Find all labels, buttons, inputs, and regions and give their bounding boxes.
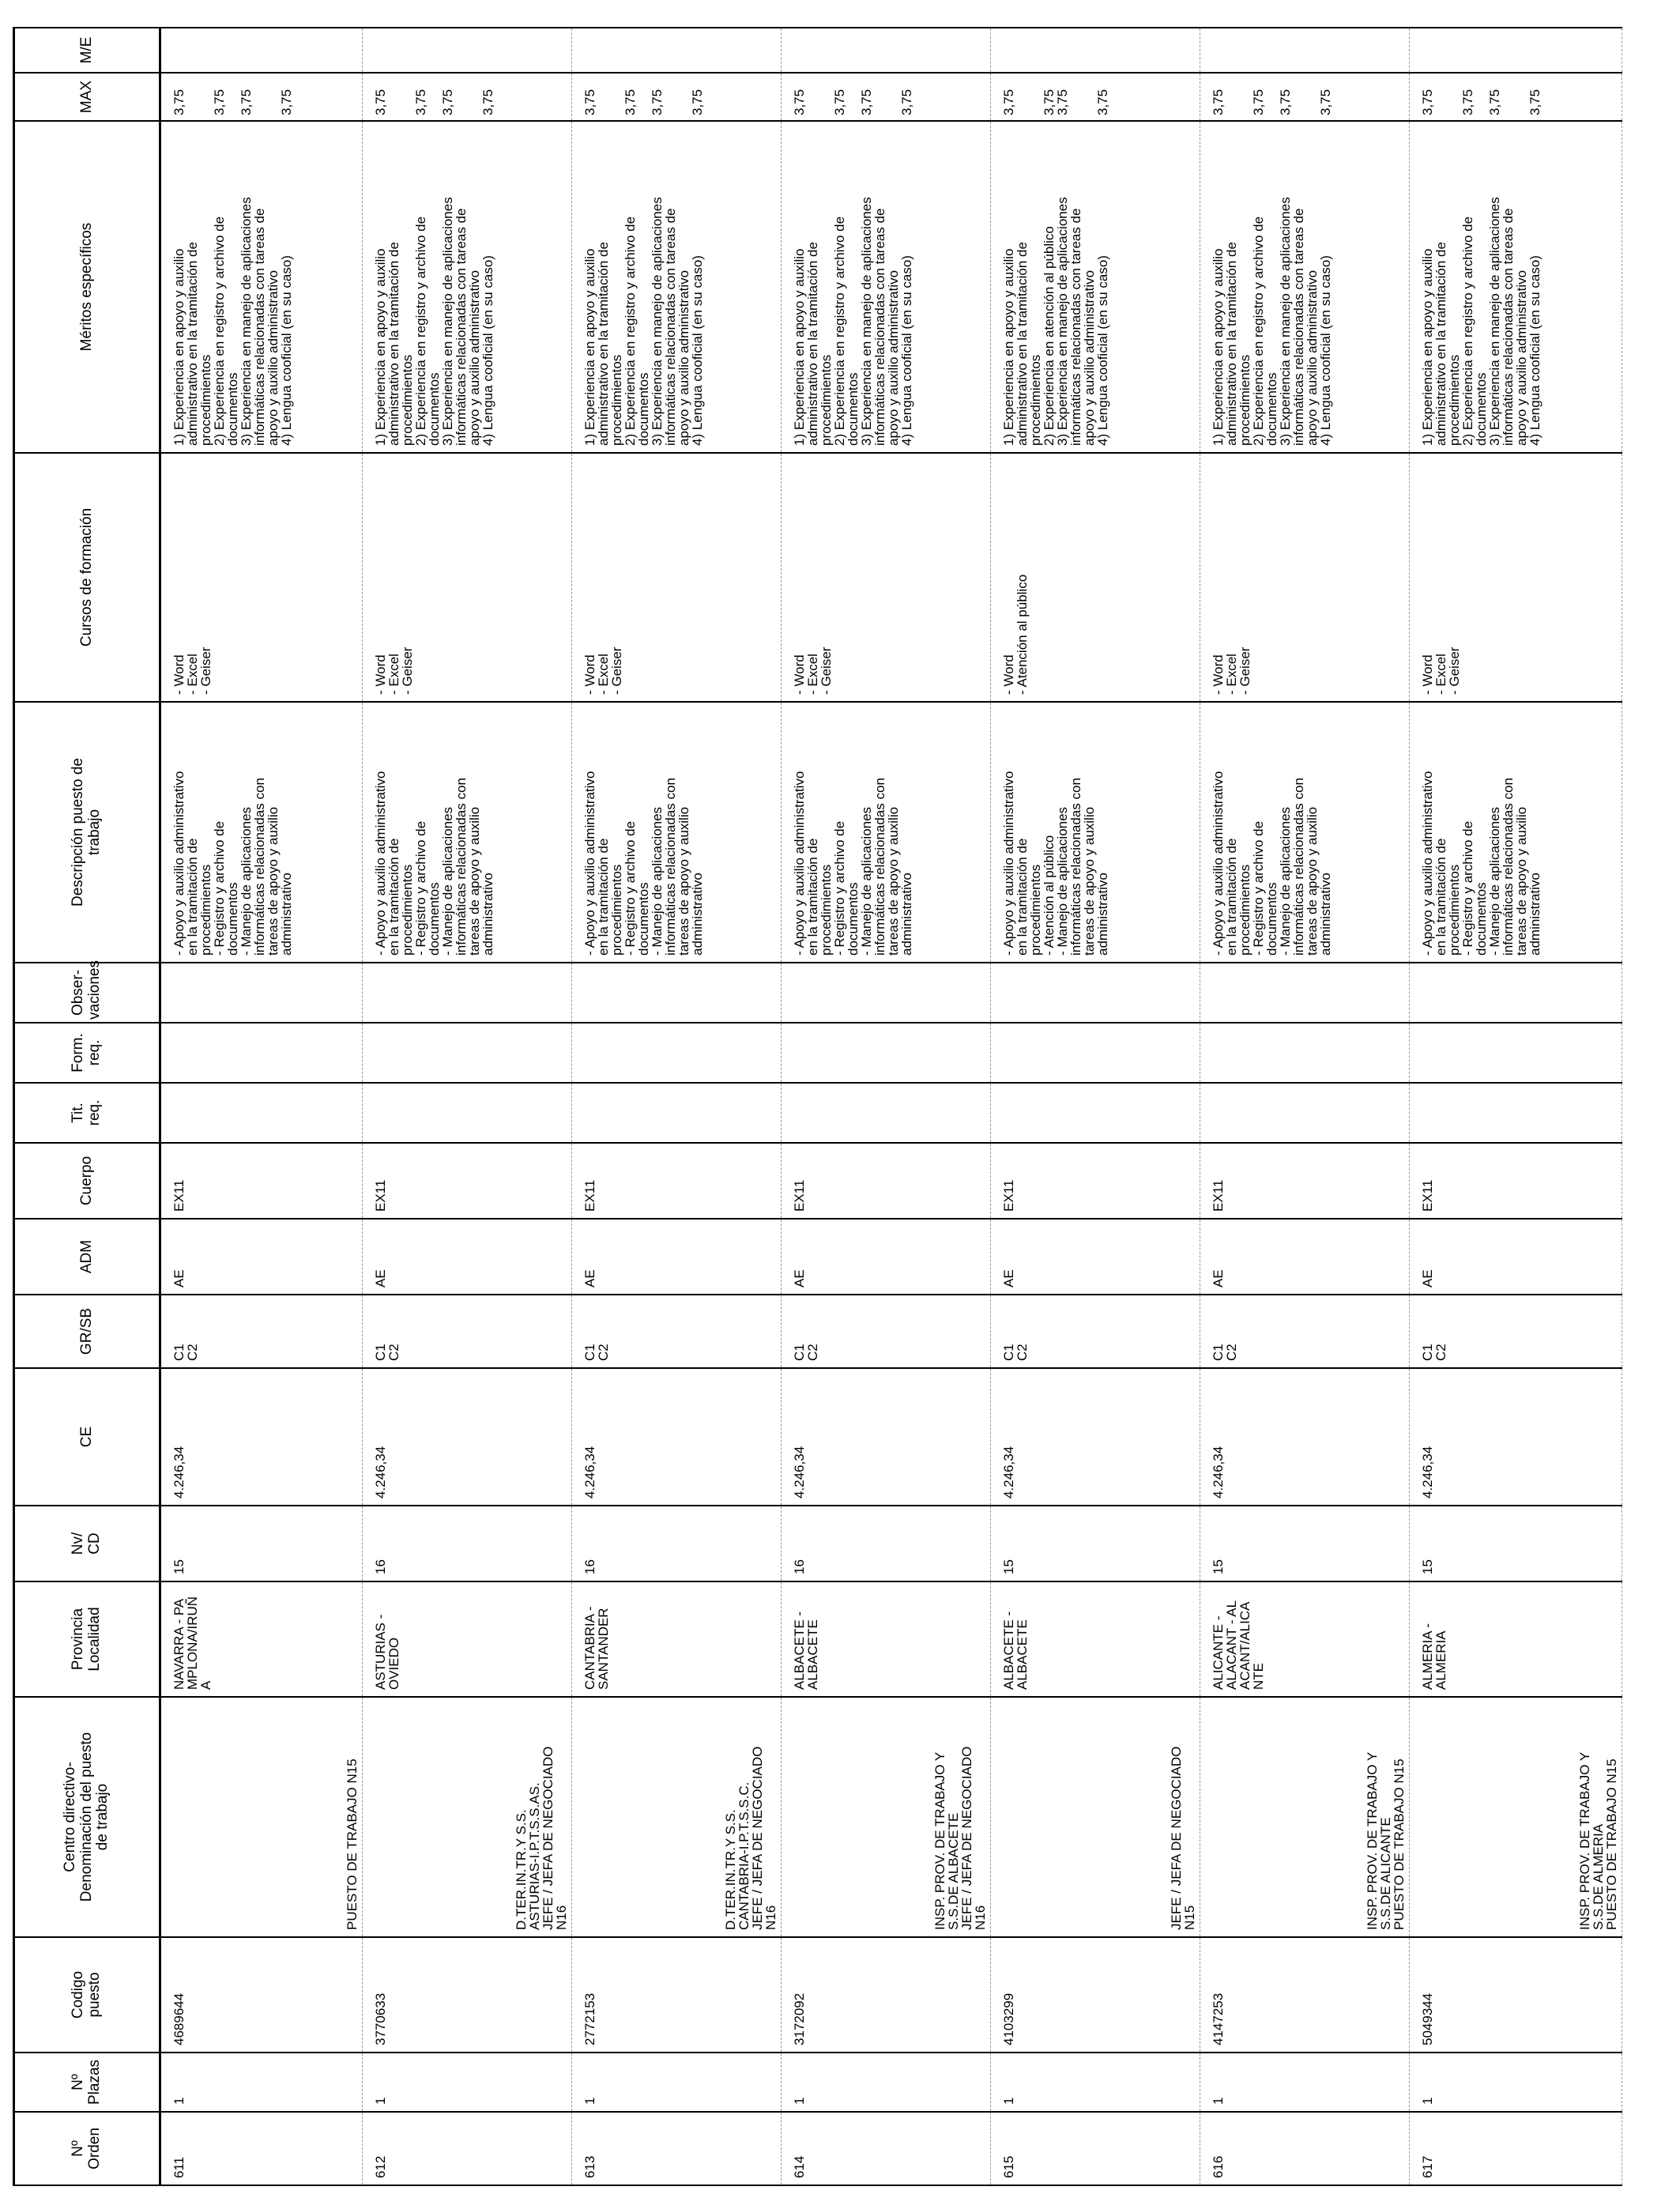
- cell-centro: PUESTO DE TRABAJO N15: [160, 1697, 363, 1937]
- cell-max: 3,75 3,75 3,75 3,75: [1200, 73, 1410, 121]
- cell-descripcion: - Apoyo y auxilio administrativo en la tramitación de procedimientos - Registro y archivo de documentos - Manejo de aplicaciones informáticas relacionadas con tareas de apoyo y auxilio administrativo: [363, 702, 572, 963]
- cell-ce: 4.246,34: [1410, 1368, 1622, 1506]
- cell-provincia: NAVARRA - PA MPLONA/IRUÑ A: [160, 1581, 363, 1697]
- cell-descripcion: - Apoyo y auxilio administrativo en la tramitación de procedimientos - Registro y archivo de documentos - Manejo de aplicaciones informáticas relacionadas con tareas de apoyo y auxilio administrativo: [782, 702, 991, 963]
- header-observaciones: Obser- vaciones: [14, 963, 160, 1023]
- header-orden: Nº Orden: [14, 2112, 160, 2185]
- cell-nivel: 16: [363, 1506, 572, 1581]
- cell-formacion: [160, 1023, 363, 1083]
- cell-ce: 4.246,34: [991, 1368, 1200, 1506]
- cell-grupo: C1 C2: [160, 1295, 363, 1368]
- cell-me: [1410, 28, 1622, 73]
- cell-titulacion: [1410, 1083, 1622, 1143]
- table-row: [160, 28, 363, 2185]
- header-centro: Centro directivo- Denominación del puesto de trabajo: [14, 1697, 160, 1937]
- cell-plazas: 1: [782, 2053, 991, 2112]
- header-descripcion: Descripción puesto de trabajo: [14, 702, 160, 963]
- cell-provincia: ALMERIA - ALMERIA: [1410, 1581, 1622, 1697]
- header-plazas: Nº Plazas: [14, 2053, 160, 2112]
- cell-cursos: - Word - Excel - Geiser: [1200, 453, 1410, 702]
- cell-descripcion: - Apoyo y auxilio administrativo en la tramitación de procedimientos - Registro y archivo de documentos - Manejo de aplicaciones informáticas relacionadas con tareas de apoyo y auxilio administrativo: [1200, 702, 1410, 963]
- table-row: [572, 28, 782, 2185]
- cell-meritos: 1) Experiencia en apoyo y auxilio administrativo en la tramitación de procedimientos 2) Experiencia en registro y archivo de documentos 3) Experiencia en manejo de aplicaciones informáticas relacionadas con tareas de apoyo y auxilio administrativo 4) Lengua cooficial (en su caso): [363, 121, 572, 453]
- table-row: [1410, 28, 1622, 2185]
- cell-provincia: ALBACETE - ALBACETE: [991, 1581, 1200, 1697]
- table-row: [782, 28, 991, 2185]
- cell-titulacion: [991, 1083, 1200, 1143]
- cell-adm: AE: [1200, 1219, 1410, 1295]
- cell-me: [1200, 28, 1410, 73]
- cell-formacion: [572, 1023, 782, 1083]
- job-positions-table: [13, 27, 1622, 2186]
- cell-plazas: 1: [160, 2053, 363, 2112]
- cell-meritos: 1) Experiencia en apoyo y auxilio administrativo en la tramitación de procedimientos 2) Experiencia en registro y archivo de documentos 3) Experiencia en manejo de aplicaciones informáticas relacionadas con tareas de apoyo y auxilio administrativo 4) Lengua cooficial (en su caso): [572, 121, 782, 453]
- cell-orden: 613: [572, 2112, 782, 2185]
- cell-adm: AE: [1410, 1219, 1622, 1295]
- cell-titulacion: [1200, 1083, 1410, 1143]
- cell-codigo: 3172092: [782, 1937, 991, 2053]
- cell-orden: 615: [991, 2112, 1200, 2185]
- cell-centro: INSP. PROV. DE TRABAJO Y S.S.DE ALMERIA PUESTO DE TRABAJO N15: [1410, 1697, 1622, 1937]
- cell-centro: JEFE / JEFA DE NEGOCIADO N15: [991, 1697, 1200, 1937]
- cell-grupo: C1 C2: [572, 1295, 782, 1368]
- cell-orden: 616: [1200, 2112, 1410, 2185]
- cell-max: 3,75 3,75 3,75 3,75: [363, 73, 572, 121]
- cell-cuerpo: EX11: [1200, 1143, 1410, 1219]
- cell-codigo: 3770633: [363, 1937, 572, 2053]
- cell-cursos: - Word - Excel - Geiser: [1410, 453, 1622, 702]
- cell-observaciones: [782, 963, 991, 1023]
- cell-cuerpo: EX11: [160, 1143, 363, 1219]
- cell-max: 3,75 3,75 3,75 3,75: [1410, 73, 1622, 121]
- cell-me: [991, 28, 1200, 73]
- table-row: [363, 28, 572, 2185]
- cell-meritos: 1) Experiencia en apoyo y auxilio administrativo en la tramitación de procedimientos 2) Experiencia en atención al público 3) Experiencia en manejo de aplicaciones informáticas relacionadas con tareas de apoyo y auxilio administrativo 4) Lengua cooficial (en su caso): [991, 121, 1200, 453]
- cell-cursos: - Word - Atención al público: [991, 453, 1200, 702]
- cell-me: [572, 28, 782, 73]
- cell-observaciones: [572, 963, 782, 1023]
- cell-max: 3,75 3,75 3,75 3,75: [572, 73, 782, 121]
- cell-adm: AE: [572, 1219, 782, 1295]
- table-row: [1200, 28, 1410, 2185]
- cell-max: 3,75 3,75 3,75 3,75: [782, 73, 991, 121]
- cell-orden: 617: [1410, 2112, 1622, 2185]
- cell-nivel: 15: [1410, 1506, 1622, 1581]
- cell-grupo: C1 C2: [991, 1295, 1200, 1368]
- cell-codigo: 4103299: [991, 1937, 1200, 2053]
- header-adm: ADM: [14, 1219, 160, 1295]
- cell-observaciones: [363, 963, 572, 1023]
- cell-descripcion: - Apoyo y auxilio administrativo en la tramitación de procedimientos - Registro y archivo de documentos - Manejo de aplicaciones informáticas relacionadas con tareas de apoyo y auxilio administrativo: [572, 702, 782, 963]
- cell-nivel: 16: [782, 1506, 991, 1581]
- cell-cursos: - Word - Excel - Geiser: [363, 453, 572, 702]
- cell-grupo: C1 C2: [1410, 1295, 1622, 1368]
- cell-codigo: 4147253: [1200, 1937, 1410, 2053]
- cell-titulacion: [572, 1083, 782, 1143]
- cell-adm: AE: [991, 1219, 1200, 1295]
- header-nivel: Nv/ CD: [14, 1506, 160, 1581]
- cell-grupo: C1 C2: [782, 1295, 991, 1368]
- cell-cursos: - Word - Excel - Geiser: [782, 453, 991, 702]
- cell-max: 3,75 3,75 3,75 3,75: [160, 73, 363, 121]
- header-codigo: Codigo puesto: [14, 1937, 160, 2053]
- cell-adm: AE: [363, 1219, 572, 1295]
- cell-cuerpo: EX11: [363, 1143, 572, 1219]
- cell-me: [782, 28, 991, 73]
- header-meritos: Méritos específicos: [14, 121, 160, 453]
- cell-formacion: [363, 1023, 572, 1083]
- cell-ce: 4.246,34: [1200, 1368, 1410, 1506]
- cell-descripcion: - Apoyo y auxilio administrativo en la tramitación de procedimientos - Registro y archivo de documentos - Manejo de aplicaciones informáticas relacionadas con tareas de apoyo y auxilio administrativo: [1410, 702, 1622, 963]
- cell-provincia: ASTURIAS - OVIEDO: [363, 1581, 572, 1697]
- cell-titulacion: [160, 1083, 363, 1143]
- table-row: [991, 28, 1200, 2185]
- cell-provincia: ALBACETE - ALBACETE: [782, 1581, 991, 1697]
- header-row: [14, 28, 160, 2185]
- header-titulacion: Tit. req.: [14, 1083, 160, 1143]
- cell-nivel: 15: [991, 1506, 1200, 1581]
- cell-cuerpo: EX11: [782, 1143, 991, 1219]
- cell-ce: 4.246,34: [572, 1368, 782, 1506]
- cell-me: [160, 28, 363, 73]
- cell-codigo: 5049344: [1410, 1937, 1622, 2053]
- cell-provincia: ALICANTE - ALACANT - AL ACANT/ALICA NTE: [1200, 1581, 1410, 1697]
- header-me: M/E: [14, 28, 160, 73]
- cell-adm: AE: [160, 1219, 363, 1295]
- cell-orden: 612: [363, 2112, 572, 2185]
- header-formacion: Form. req.: [14, 1023, 160, 1083]
- cell-plazas: 1: [363, 2053, 572, 2112]
- cell-adm: AE: [782, 1219, 991, 1295]
- cell-cursos: - Word - Excel - Geiser: [572, 453, 782, 702]
- cell-cursos: - Word - Excel - Geiser: [160, 453, 363, 702]
- cell-me: [363, 28, 572, 73]
- header-ce: CE: [14, 1368, 160, 1506]
- cell-meritos: 1) Experiencia en apoyo y auxilio administrativo en la tramitación de procedimientos 2) Experiencia en registro y archivo de documentos 3) Experiencia en manejo de aplicaciones informáticas relacionadas con tareas de apoyo y auxilio administrativo 4) Lengua cooficial (en su caso): [1200, 121, 1410, 453]
- cell-ce: 4.246,34: [160, 1368, 363, 1506]
- cell-cuerpo: EX11: [1410, 1143, 1622, 1219]
- cell-meritos: 1) Experiencia en apoyo y auxilio administrativo en la tramitación de procedimientos 2) Experiencia en registro y archivo de documentos 3) Experiencia en manejo de aplicaciones informáticas relacionadas con tareas de apoyo y auxilio administrativo 4) Lengua cooficial (en su caso): [160, 121, 363, 453]
- cell-plazas: 1: [1410, 2053, 1622, 2112]
- cell-observaciones: [991, 963, 1200, 1023]
- table-body: [160, 28, 1622, 2185]
- cell-centro: D.TER.IN.TR.Y S.S. ASTURIAS-I.P.T.S.S.AS. JEFE / JEFA DE NEGOCIADO N16: [363, 1697, 572, 1937]
- cell-descripcion: - Apoyo y auxilio administrativo en la tramitación de procedimientos - Atención al público - Manejo de aplicaciones informáticas relacionadas con tareas de apoyo y auxilio administrativo: [991, 702, 1200, 963]
- cell-plazas: 1: [572, 2053, 782, 2112]
- cell-orden: 611: [160, 2112, 363, 2185]
- cell-ce: 4.246,34: [782, 1368, 991, 1506]
- cell-observaciones: [1410, 963, 1622, 1023]
- cell-meritos: 1) Experiencia en apoyo y auxilio administrativo en la tramitación de procedimientos 2) Experiencia en registro y archivo de documentos 3) Experiencia en manejo de aplicaciones informáticas relacionadas con tareas de apoyo y auxilio administrativo 4) Lengua cooficial (en su caso): [1410, 121, 1622, 453]
- header-provincia: Provincia Localidad: [14, 1581, 160, 1697]
- cell-cuerpo: EX11: [991, 1143, 1200, 1219]
- cell-codigo: 4689644: [160, 1937, 363, 2053]
- cell-cuerpo: EX11: [572, 1143, 782, 1219]
- cell-plazas: 1: [991, 2053, 1200, 2112]
- cell-centro: INSP. PROV. DE TRABAJO Y S.S.DE ALICANTE PUESTO DE TRABAJO N15: [1200, 1697, 1410, 1937]
- cell-orden: 614: [782, 2112, 991, 2185]
- cell-codigo: 2772153: [572, 1937, 782, 2053]
- cell-provincia: CANTABRIA - SANTANDER: [572, 1581, 782, 1697]
- cell-titulacion: [363, 1083, 572, 1143]
- cell-centro: INSP. PROV. DE TRABAJO Y S.S.DE ALBACETE JEFE / JEFA DE NEGOCIADO N16: [782, 1697, 991, 1937]
- cell-titulacion: [782, 1083, 991, 1143]
- cell-formacion: [1200, 1023, 1410, 1083]
- cell-descripcion: - Apoyo y auxilio administrativo en la tramitación de procedimientos - Registro y archivo de documentos - Manejo de aplicaciones informáticas relacionadas con tareas de apoyo y auxilio administrativo: [160, 702, 363, 963]
- header-grupo: GR/SB: [14, 1295, 160, 1368]
- cell-observaciones: [1200, 963, 1410, 1023]
- cell-centro: D.TER.IN.TR.Y S.S. CANTABRIA-I.P.T.S.S.C. JEFE / JEFA DE NEGOCIADO N16: [572, 1697, 782, 1937]
- header-max: MAX: [14, 73, 160, 121]
- header-cursos: Cursos de formación: [14, 453, 160, 702]
- cell-formacion: [782, 1023, 991, 1083]
- cell-plazas: 1: [1200, 2053, 1410, 2112]
- cell-nivel: 16: [572, 1506, 782, 1581]
- cell-grupo: C1 C2: [363, 1295, 572, 1368]
- cell-grupo: C1 C2: [1200, 1295, 1410, 1368]
- cell-meritos: 1) Experiencia en apoyo y auxilio administrativo en la tramitación de procedimientos 2) Experiencia en registro y archivo de documentos 3) Experiencia en manejo de aplicaciones informáticas relacionadas con tareas de apoyo y auxilio administrativo 4) Lengua cooficial (en su caso): [782, 121, 991, 453]
- cell-ce: 4.246,34: [363, 1368, 572, 1506]
- cell-formacion: [1410, 1023, 1622, 1083]
- cell-observaciones: [160, 963, 363, 1023]
- cell-formacion: [991, 1023, 1200, 1083]
- cell-max: 3,75 3,75 3,75 3,75: [991, 73, 1200, 121]
- header-cuerpo: Cuerpo: [14, 1143, 160, 1219]
- cell-nivel: 15: [160, 1506, 363, 1581]
- cell-nivel: 15: [1200, 1506, 1410, 1581]
